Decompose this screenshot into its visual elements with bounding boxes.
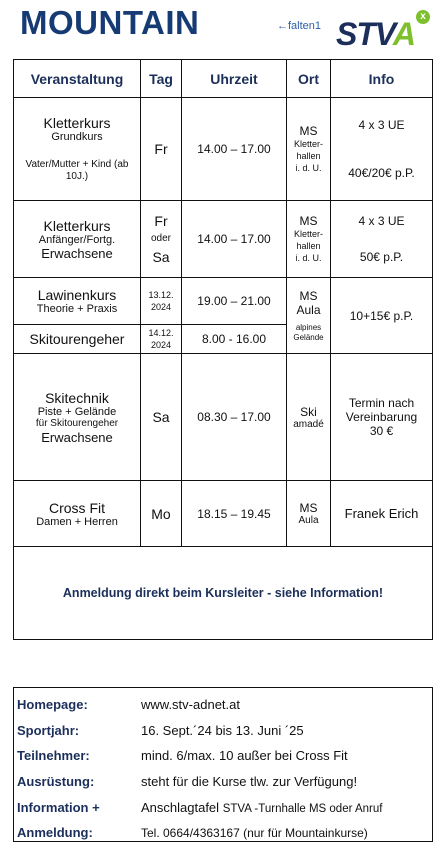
table-row	[14, 354, 432, 481]
column-header-time: Uhrzeit	[182, 60, 287, 97]
column-header-place: Ort	[287, 60, 331, 97]
back-link[interactable]: ←falten1	[277, 20, 322, 32]
info-cell: 10+15€ p.P.	[349, 308, 414, 323]
place-cell: MS Kletter- hallen i. d. U.	[287, 98, 331, 200]
place-cell: MS Aula alpines Gelände	[287, 278, 331, 353]
day-cell: Fr oder Sa	[141, 201, 182, 277]
info-cell: 4 x 3 UE 50€ p.P.	[358, 214, 405, 264]
column-header-day: Tag	[141, 60, 182, 97]
info-row-ausruestung: Ausrüstung: steht für die Kurse tlw. zur Verfügung!	[17, 774, 358, 790]
place-cell: MS Aula	[287, 481, 331, 546]
info-row-sportjahr: Sportjahr: 16. Sept.´24 bis 13. Juni ´25	[17, 722, 304, 738]
time-cell: 08.30 – 17.00	[182, 354, 287, 480]
table-header-row	[14, 60, 432, 98]
date-cell: 13.12. 2024	[141, 278, 182, 324]
table-row	[14, 98, 432, 201]
event-cell: Kletterkurs Anfänger/Fortg. Erwachsene	[14, 201, 141, 277]
event-cell: Cross Fit Damen + Herren	[14, 481, 141, 546]
info-row-information: Information + Anschlagtafel STVA -Turnhalle MS oder Anruf	[17, 799, 383, 815]
info-cell: 4 x 3 UE 40€/20€ p.P.	[348, 118, 415, 180]
day-cell: Fr	[141, 98, 182, 200]
place-cell: Ski amadé	[287, 354, 331, 480]
day-cell: Mo	[141, 481, 182, 546]
homepage-link[interactable]: www.stv-adnet.at	[141, 697, 240, 713]
logo-x-icon: x	[416, 10, 430, 24]
time-cell: 14.00 – 17.00	[182, 201, 287, 277]
info-row-anmeldung: Anmeldung: Tel. 0664/4363167 (nur für Mountainkurse)	[17, 825, 368, 841]
column-header-event: Veranstaltung	[14, 60, 141, 97]
page-title: MOUNTAIN	[20, 4, 200, 41]
info-cell: Termin nach Vereinbarung 30 €	[345, 396, 418, 438]
time-cell: 19.00 – 21.00	[197, 294, 271, 308]
schedule-table	[13, 59, 433, 640]
registration-notice: Anmeldung direkt beim Kursleiter - siehe Information!	[62, 586, 384, 600]
info-row-homepage: Homepage: www.stv-adnet.at	[17, 697, 240, 713]
table-row	[14, 481, 432, 547]
time-cell: 14.00 – 17.00	[182, 98, 287, 200]
day-cell: Sa	[141, 354, 182, 480]
table-row	[14, 278, 432, 354]
info-row-teilnehmer: Teilnehmer: mind. 6/max. 10 außer bei Cross Fit	[17, 748, 348, 764]
info-cell: Franek Erich	[344, 506, 419, 521]
info-box	[13, 687, 433, 842]
place-cell: MS Kletter- hallen i. d. U.	[287, 201, 331, 277]
time-cell: 8.00 - 16.00	[201, 332, 267, 346]
column-header-info: Info	[368, 70, 395, 87]
event-cell: Kletterkurs Grundkurs Vater/Mutter + Kind (ab 10J.)	[14, 98, 141, 200]
time-cell: 18.15 – 19.45	[182, 481, 287, 546]
event-cell: Skitechnik Piste + Gelände für Skitourengeher Erwachsene	[14, 354, 141, 480]
event-cell: Lawinenkurs Theorie + Praxis Skitourengeher	[14, 278, 141, 353]
date-cell: 14.12. 2024	[141, 325, 182, 353]
logo-wordmark: STVA	[336, 16, 415, 52]
date-time-cells	[141, 278, 287, 353]
table-row	[14, 201, 432, 278]
stva-logo	[336, 8, 436, 54]
